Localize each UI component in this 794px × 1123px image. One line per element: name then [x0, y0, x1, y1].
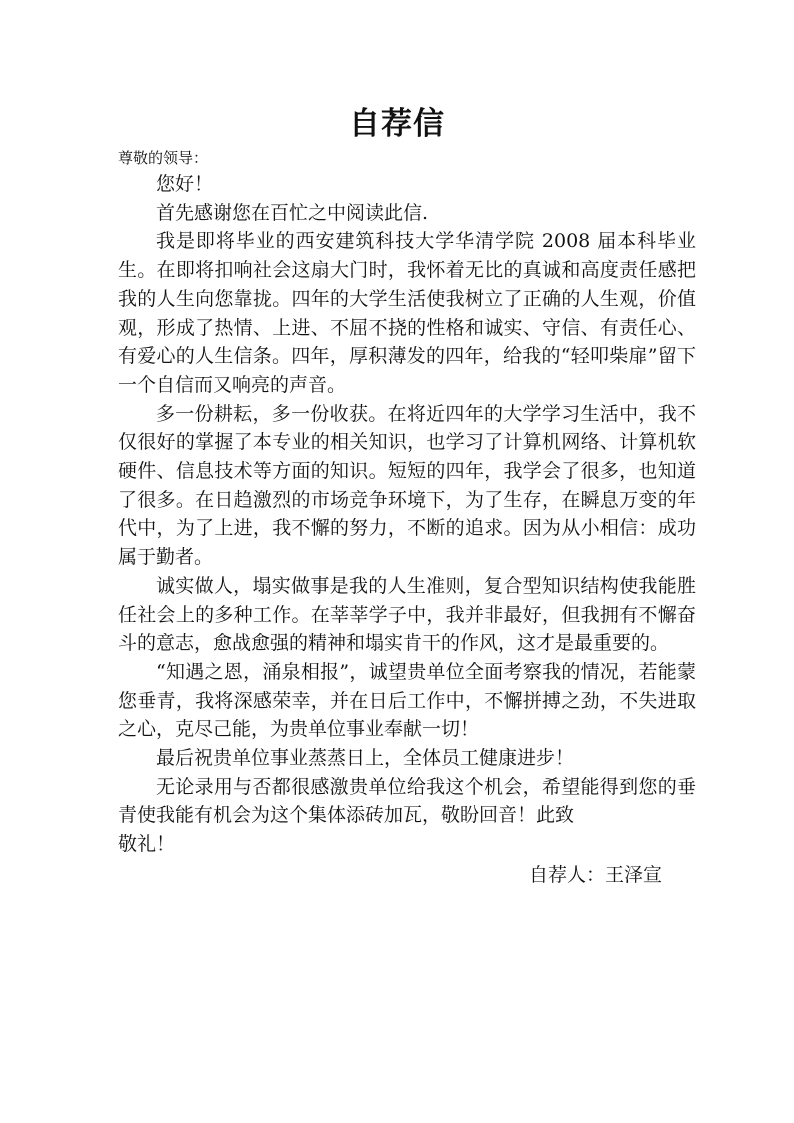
paragraph-study-experience: 多一份耕耘，多一份收获。在将近四年的大学学习生活中，我不仅很好的掌握了本专业的相关知识，也学习了计算机网络、计算机软硬件、信息技术等方面的知识。短短的四年，我学会了很多，也知道了很多。在日趋激烈的市场竞争环境下，为了生存，在瞬息万变的年代中，为了上进，我不懈的努力，不断的追求。因为从小相信：成功属于勤者。	[118, 402, 696, 569]
greeting: 您好！	[156, 173, 214, 195]
paragraph-thanks: 无论录用与否都很感激贵单位给我这个机会，希望能得到您的垂青使我能有机会为这个集体添砖加瓦，敬盼回音！此致	[118, 775, 696, 827]
paragraph-introduction: 我是即将毕业的西安建筑科技大学华清学院 2008 届本科毕业生。在即将扣响社会这扇大门时，我怀着无比的真诚和高度责任感把我的人生向您靠拢。四年的大学生活使我树立了正确的人生观，价值观，形成了热情、上进、不屈不挠的性格和诚实、守信、有责任心、有爱心的人生信条。四年，厚积薄发的四年，给我的“轻叩柴扉”留下一个自信而又响亮的声音。	[118, 230, 696, 396]
paragraph-request: “知遇之恩，涌泉相报”，诚望贵单位全面考察我的情况，若能蒙您垂青，我将深感荣幸，并在日后工作中，不懈拼搏之劲，不失进取之心，克尽己能，为贵单位事业奉献一切！	[118, 660, 696, 741]
closing: 敬礼！	[118, 833, 176, 856]
paragraph-opening: 首先感谢您在百忙之中阅读此信.	[156, 201, 429, 224]
signature: 自荐人：王泽宣	[528, 863, 662, 886]
letter-body	[118, 146, 696, 890]
letter-title: 自荐信	[349, 106, 445, 142]
salutation: 尊敬的领导：	[118, 149, 209, 167]
paragraph-principles: 诚实做人，塌实做事是我的人生准则，复合型知识结构使我能胜任社会上的多种工作。在莘莘学子中，我并非最好，但我拥有不懈奋斗的意志，愈战愈强的精神和塌实肯干的作风，这才是最重要的。	[118, 574, 696, 655]
paragraph-wishes: 最后祝贵单位事业蒸蒸日上，全体员工健康进步！	[156, 747, 575, 770]
